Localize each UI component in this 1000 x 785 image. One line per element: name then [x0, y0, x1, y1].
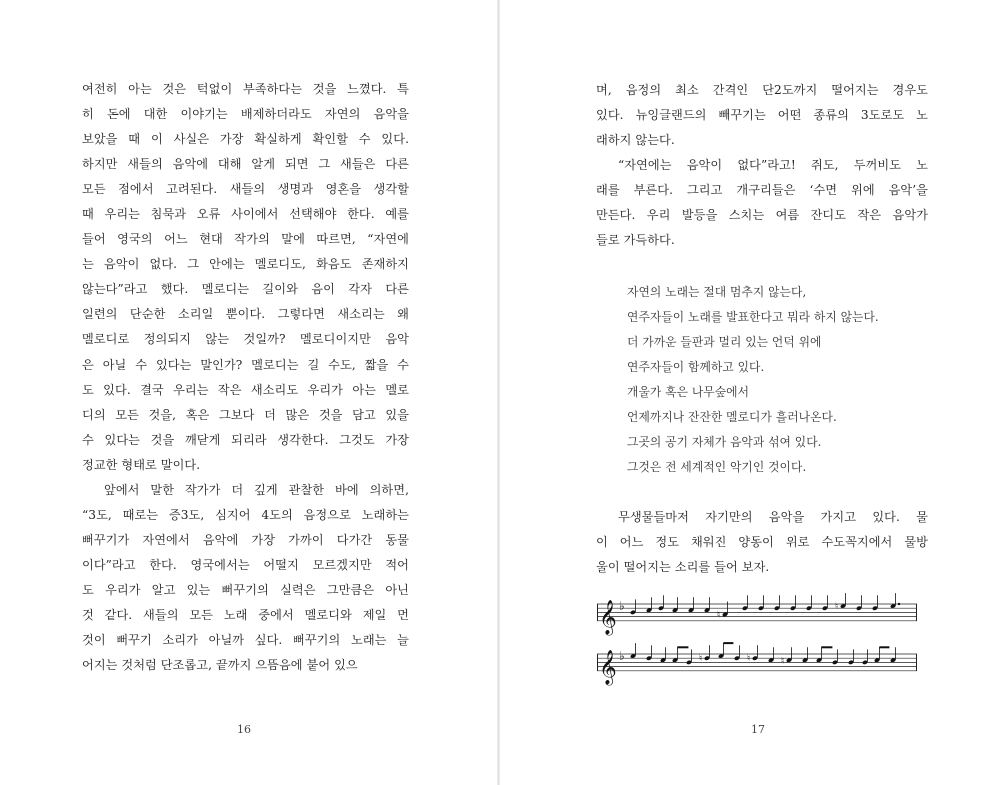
- poem-line: 개울가 혹은 나무숲에서: [627, 385, 750, 400]
- treble-clef-icon: 𝄞: [599, 649, 617, 685]
- flat-sign-icon: ♭: [619, 648, 625, 663]
- poem-line: 자연의 노래는 절대 멈추지 않는다,: [627, 285, 807, 299]
- music-staff-2: [597, 640, 919, 690]
- text-line: 울이 떨어지는 소리를 들어 보자.: [596, 560, 770, 575]
- poem-block: [627, 280, 927, 480]
- text-line: 이다”라고 한다. 영국에서는 어떨지 모르겠지만 적어: [82, 557, 409, 572]
- poem-line: 연주자들이 노래를 발표한다고 뭐라 하지 않는다.: [627, 310, 879, 325]
- text-line: 것 같다. 새들의 모든 노래 중에서 멜로디와 제일 먼: [82, 607, 409, 622]
- text-line: 정교한 형태로 말이다.: [82, 457, 201, 472]
- text-line: 수 있다는 것을 깨닫게 되리라 생각한다. 그것도 가장: [82, 432, 409, 447]
- text-line: 며, 음정의 최소 간격인 단2도까지 떨어지는 경우도: [596, 83, 928, 97]
- left-text-column: [82, 77, 409, 678]
- text-line: 이 어느 정도 채워진 양동이 위로 수도꼭지에서 물방: [596, 535, 928, 550]
- text-line: “자연에는 음악이 없다”라고! 쥐도, 두꺼비도 노: [618, 158, 928, 173]
- right-paragraph-2: [596, 153, 928, 253]
- text-line: 들어 영국의 어느 현대 작가의 말에 따르면, “자연에: [82, 232, 409, 247]
- page-number-right: 17: [751, 723, 765, 736]
- poem-line: 연주자들이 함께하고 있다.: [627, 360, 765, 375]
- text-line: 래하지 않는다.: [596, 133, 675, 148]
- text-line: 만든다. 우리 발등을 스치는 여름 잔디도 작은 음악가: [596, 208, 928, 223]
- music-staff-1: [597, 590, 919, 640]
- text-line: 않는다”라고 했다. 멜로디는 길이와 음이 각자 다른: [82, 282, 409, 297]
- left-page: [0, 0, 497, 785]
- text-line: “3도, 때로는 증3도, 심지어 4도의 음정으로 노래하는: [82, 507, 409, 522]
- right-paragraph-1: [596, 78, 928, 153]
- dot-mark: [898, 603, 900, 605]
- poem-line: 언제까지나 잔잔한 멜로디가 흘러나온다.: [627, 410, 837, 425]
- right-page: [500, 0, 1000, 785]
- text-line: 일련의 단순한 소리일 뿐이다. 그렇다면 새소리는 왜: [82, 307, 409, 322]
- text-line: 여전히 아는 것은 턱없이 부족하다는 것을 느꼈다. 특: [82, 82, 409, 96]
- text-line: 도 있다. 결국 우리는 작은 새소리도 우리가 아는 멜로: [82, 382, 409, 397]
- text-line: 모든 점에서 고려된다. 새들의 생명과 영혼을 생각할: [82, 182, 409, 197]
- text-line: 것이 뻐꾸기 소리가 아닐까 싶다. 뻐꾸기의 노래는 늘: [82, 633, 409, 648]
- left-paragraph-1: [82, 77, 409, 478]
- natural-sign-icon: ♮: [781, 656, 785, 667]
- text-line: 어지는 것처럼 단조롭고, 끝까지 으뜸음에 붙어 있으: [82, 658, 358, 673]
- right-paragraph-3: [596, 505, 928, 580]
- natural-sign-icon: ♮: [747, 654, 751, 665]
- poem-line: 그것은 전 세계적인 악기인 것이다.: [627, 460, 807, 475]
- text-line: 멜로디로 정의되지 않는 것일까? 멜로디이지만 음악: [82, 332, 409, 347]
- natural-sign-icon: ♮: [699, 654, 703, 665]
- text-line: 도 우리가 알고 있는 뻐꾸기의 실력은 그만큼은 아닌: [82, 582, 409, 597]
- poem-line: 그곳의 공기 자체가 음악과 섞여 있다.: [627, 435, 822, 450]
- text-line: 들로 가득하다.: [596, 233, 675, 248]
- text-line: 디의 모든 것을, 혹은 그보다 더 많은 것을 담고 있을: [82, 407, 409, 422]
- poem-line: 더 가까운 들판과 멀리 있는 언덕 위에: [627, 335, 822, 350]
- treble-clef-icon: 𝄞: [599, 599, 617, 635]
- flat-sign-icon: ♭: [619, 598, 625, 613]
- left-paragraph-2: [82, 478, 409, 678]
- text-line: 보았을 때 이 사실은 가장 확실하게 확인할 수 있다.: [82, 132, 409, 147]
- text-line: 앞에서 말한 작가가 더 깊게 관찰한 바에 의하면,: [104, 482, 409, 497]
- text-line: 하지만 새들의 음악에 대해 알게 되면 그 새들은 다른: [82, 157, 409, 172]
- text-line: 무생물들마저 자기만의 음악을 가지고 있다. 물: [618, 510, 928, 524]
- text-line: 히 돈에 대한 이야기는 배제하더라도 자연의 음악을: [82, 107, 409, 122]
- text-line: 는 음악이 없다. 그 안에는 멜로디도, 화음도 존재하지: [82, 257, 409, 272]
- natural-sign-icon: ♮: [717, 610, 721, 621]
- text-line: 있다. 뉴잉글랜드의 빼꾸기는 어떤 종류의 3도로도 노: [596, 108, 928, 123]
- text-line: 때 우리는 침묵과 오류 사이에서 선택해야 한다. 예를: [82, 207, 409, 222]
- text-line: 은 아닐 수 있다는 말인가? 멜로디는 길 수도, 짧을 수: [82, 357, 409, 372]
- natural-sign-icon: ♮: [835, 602, 839, 613]
- text-line: 래를 부른다. 그리고 개구리들은 ‘수면 위에 음악’을: [596, 183, 928, 198]
- right-text-column-top: [596, 78, 928, 253]
- text-line: 뻐꾸기가 자연에서 음악에 가장 가까이 다가간 동물: [82, 532, 409, 547]
- page-number-left: 16: [237, 723, 251, 736]
